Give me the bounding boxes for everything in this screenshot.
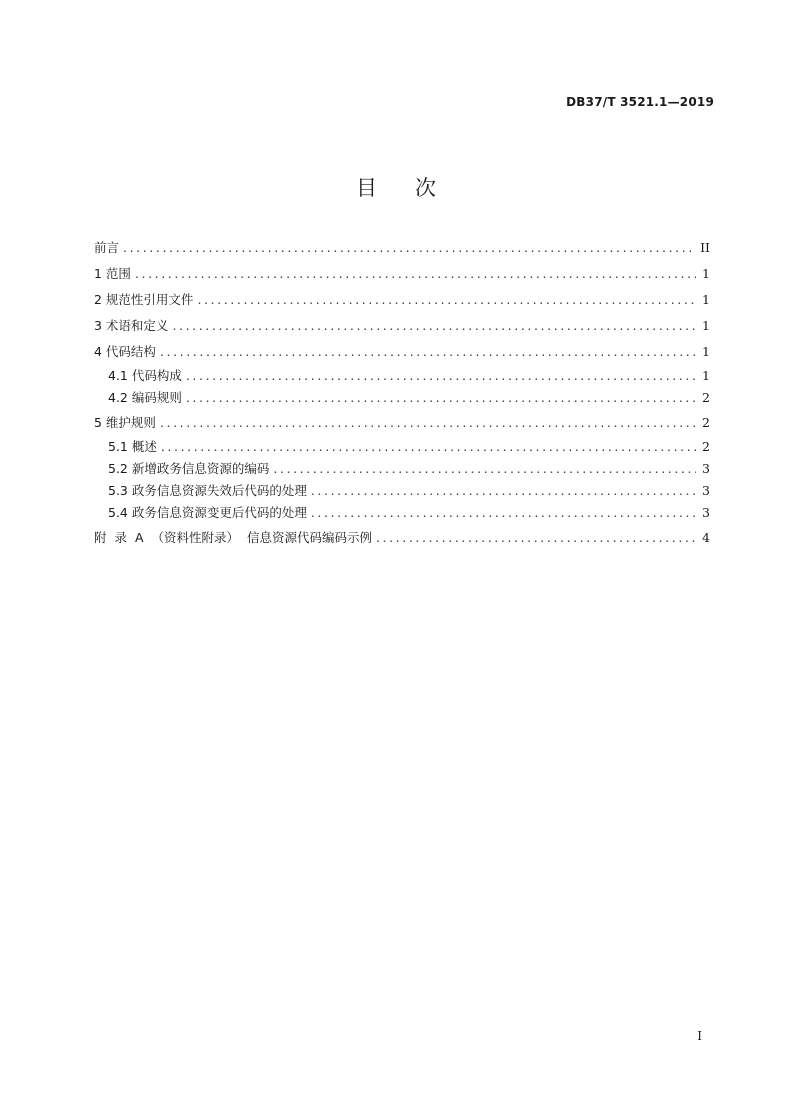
toc-leader-dots <box>172 313 696 339</box>
toc-entry-page: 1 <box>702 368 710 383</box>
toc-entry-page: 3 <box>702 505 710 520</box>
toc-entry-page: 2 <box>702 390 710 405</box>
toc-leader-dots <box>311 502 696 524</box>
toc-entry-code-composition[interactable] <box>94 365 710 387</box>
toc-entry-page: 1 <box>702 344 710 359</box>
toc-entry-label: 5.1 概述 <box>108 439 157 454</box>
toc-entry-overview[interactable] <box>94 436 710 458</box>
toc-entry-scope[interactable] <box>94 261 710 287</box>
toc-entry-label: 2 规范性引用文件 <box>94 292 194 307</box>
toc-entry-new-resource-coding[interactable] <box>94 458 710 480</box>
toc-entry-page: 3 <box>702 483 710 498</box>
toc-entry-page: 1 <box>702 266 710 281</box>
toc-entry-maintenance-rules[interactable] <box>94 410 710 436</box>
toc-entry-label: 4.1 代码构成 <box>108 368 182 383</box>
toc-entry-foreword[interactable] <box>94 235 710 261</box>
toc-entry-normative-references[interactable] <box>94 287 710 313</box>
toc-leader-dots <box>161 436 696 458</box>
toc-entry-label: 前言 <box>94 240 120 255</box>
toc-entry-appendix-a[interactable] <box>94 525 710 551</box>
toc-entry-page: 2 <box>702 415 710 430</box>
toc-entry-label: 4.2 编码规则 <box>108 390 182 405</box>
toc-entry-page: 2 <box>702 439 710 454</box>
toc-entry-label: 4 代码结构 <box>94 344 156 359</box>
toc-leader-dots <box>376 525 696 551</box>
table-of-contents <box>94 235 710 551</box>
toc-leader-dots <box>123 235 696 261</box>
toc-entry-page: II <box>700 240 710 255</box>
page-number: I <box>697 1029 702 1043</box>
toc-entry-label: 附 录 A （资料性附录） 信息资源代码编码示例 <box>94 530 372 545</box>
toc-leader-dots <box>186 387 696 409</box>
toc-leader-dots <box>311 480 696 502</box>
toc-entry-label: 5.2 新增政务信息资源的编码 <box>108 461 270 476</box>
toc-entry-page: 1 <box>702 292 710 307</box>
toc-leader-dots <box>197 287 696 313</box>
toc-leader-dots <box>160 410 696 436</box>
toc-entry-label: 5 维护规则 <box>94 415 156 430</box>
toc-leader-dots <box>273 458 696 480</box>
toc-entry-code-structure[interactable] <box>94 339 710 365</box>
toc-entry-label: 3 术语和定义 <box>94 318 169 333</box>
toc-entry-page: 1 <box>702 318 710 333</box>
toc-entry-label: 5.3 政务信息资源失效后代码的处理 <box>108 483 307 498</box>
toc-entry-coding-rules[interactable] <box>94 387 710 409</box>
page-title: 目次 <box>356 176 474 200</box>
toc-leader-dots <box>160 339 696 365</box>
toc-entry-page: 3 <box>702 461 710 476</box>
toc-entry-label: 5.4 政务信息资源变更后代码的处理 <box>108 505 307 520</box>
toc-entry-expired-resource-handling[interactable] <box>94 480 710 502</box>
toc-entry-changed-resource-handling[interactable] <box>94 502 710 524</box>
toc-entry-terms-definitions[interactable] <box>94 313 710 339</box>
toc-leader-dots <box>135 261 696 287</box>
toc-entry-page: 4 <box>702 530 710 545</box>
toc-entry-label: 1 范围 <box>94 266 131 281</box>
document-code: DB37/T 3521.1—2019 <box>566 95 714 109</box>
toc-leader-dots <box>186 365 696 387</box>
